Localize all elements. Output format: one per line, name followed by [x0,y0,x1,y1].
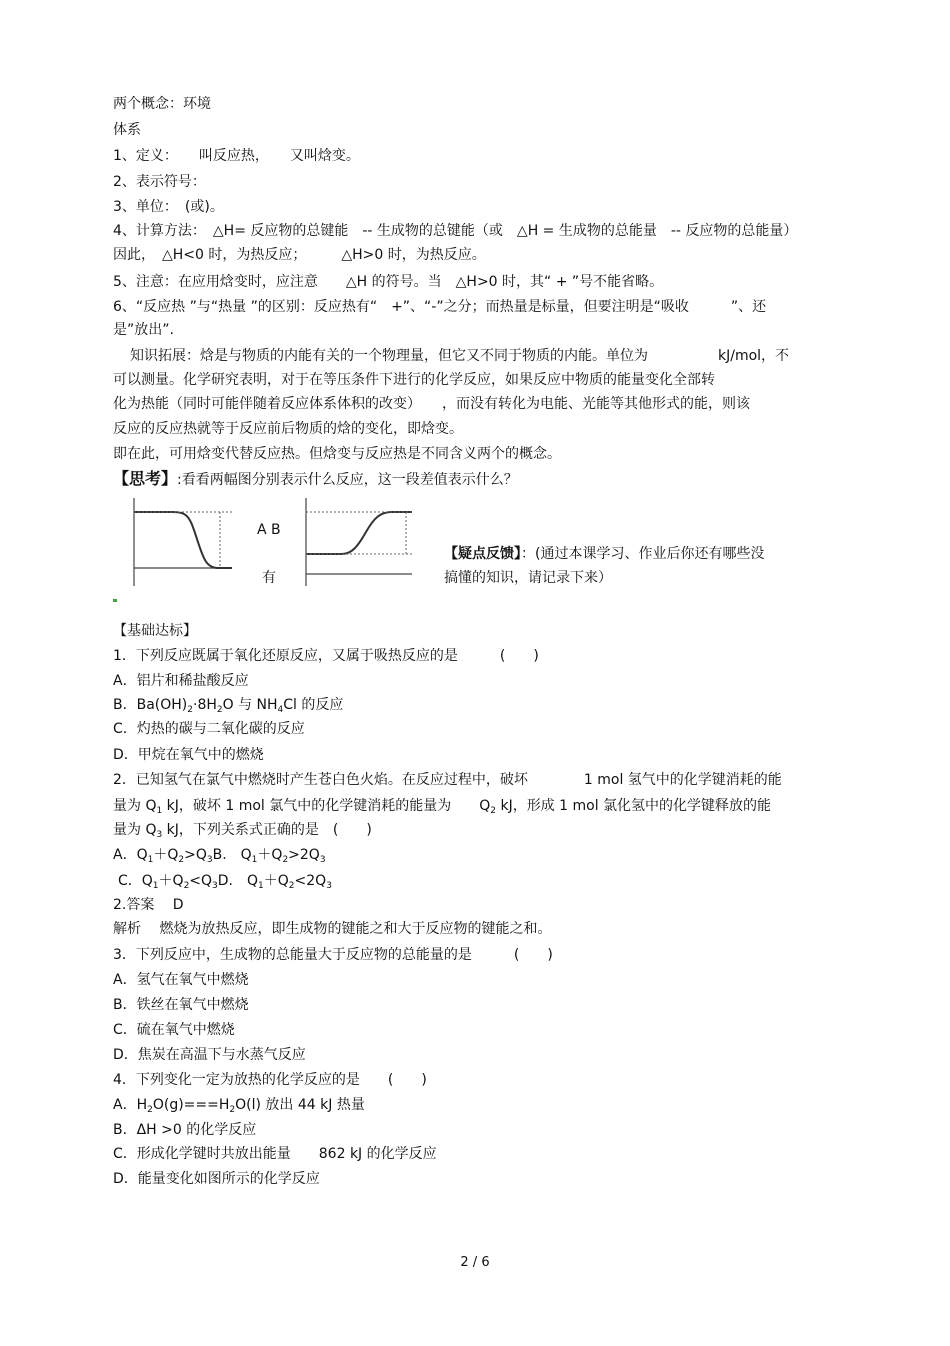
line-knowledge-4: 反应的反应热就等于反应前后物质的焓的变化，即焓变。 [113,421,463,437]
question-2-line-3: 量为 $Q_3$ kJ，下列关系式正确的是 ( ) [113,822,372,840]
line-difference: 6、“反应热 ”与“热量 ”的区别：反应热有“ +”、“-”之分；而热量是标量，但要注明是“吸收 ”、还 [113,299,767,315]
explanation-2: 解析 燃烧为放热反应，即生成物的键能之和大于反应物的键能之和。 [113,921,552,937]
question-3-option-d: D．焦炭在高温下与水蒸气反应 [113,1047,306,1063]
think-text: :看看两幅图分别表示什么反应，这一段差值表示什么？ [177,472,518,488]
line-difference-cont: 是”放出”. [113,322,174,338]
figure-label-ab: A B [257,522,281,538]
line-system: 体系 [113,122,141,138]
question-3-option-b: B．铁丝在氧气中燃烧 [113,997,249,1013]
question-4-option-a: A．$H_2O(g)===H_2O(l)$ 放出 44 kJ 热量 [113,1097,365,1115]
feedback-line-2: 搞懂的知识，请记录下来） [444,570,612,586]
question-3: 3．下列反应中，生成物的总能量大于反应物的总能量的是 ( ) [113,947,553,963]
question-1-option-a: A．铝片和稀盐酸反应 [113,673,249,689]
page-number: 2 / 6 [460,1255,490,1270]
line-knowledge-3: 化为热能（同时可能伴随着反应体系体积的改变） ，而没有转化为电能、光能等其他形式的能，则该 [113,396,750,412]
question-4-option-d: D．能量变化如图所示的化学反应 [113,1171,320,1187]
line-symbol: 2、表示符号： [113,174,206,190]
line-calc-method: 4、计算方法： △H= 反应物的总键能 -- 生成物的总键能（或 △H = 生成物的总能量 -- 反应物的总能量） [113,223,798,239]
line-note: 5、注意：在应用焓变时，应注意 △H 的符号。当 △H>0 时，其“ + ”号不能省略。 [113,274,664,290]
question-4: 4．下列变化一定为放热的化学反应的是 ( ) [113,1072,427,1088]
question-1: 1．下列反应既属于氧化还原反应，又属于吸热反应的是 ( ) [113,648,539,664]
line-definition: 1、定义： 叫反应热， 又叫焓变。 [113,148,360,164]
question-2-options-cd: C．$Q_1+Q_2<Q_3D$. $Q_1+Q_2<2Q_3$ [118,873,332,891]
question-1-option-d: D．甲烷在氧气中的燃烧 [113,747,264,763]
green-marker [113,599,117,602]
question-2-line-2: 量为 $Q_1$ kJ，破坏 1 mol 氯气中的化学键消耗的能量为 $Q_2$ kJ，形成 1 mol 氯化氢中的化学键释放的能 [113,798,772,816]
think-line [113,470,518,489]
line-therefore: 因此， △H<0 时，为热反应； △H>0 时，为热反应。 [113,247,486,263]
feedback-line-1 [444,545,764,563]
question-3-option-a: A．氢气在氧气中燃烧 [113,972,249,988]
line-unit: 3、单位： (或)。 [113,199,224,215]
question-4-option-b: B．ΔH >0 的化学反应 [113,1122,257,1138]
question-1-option-b: B．$Ba(OH)_2\cdot 8H_2O$ 与 $NH_4Cl$ 的反应 [113,697,344,715]
energy-diagram-b [300,496,418,588]
line-knowledge-1: 知识拓展：焓是与物质的内能有关的一个物理量，但它又不同于物质的内能。单位为 kJ/mol，不 [130,348,790,364]
question-1-option-c: C．灼热的碳与二氧化碳的反应 [113,721,305,737]
line-knowledge-5: 即在此，可用焓变代替反应热。但焓变与反应热是不同含义两个的概念。 [113,446,561,462]
think-bracket: 【思考】 [113,469,178,488]
energy-diagram-a [128,496,240,588]
line-two-concepts: 两个概念：环境 [113,96,211,112]
basic-heading: 【基础达标】 [113,623,197,639]
feedback-text-1: ：(通过本课学习、作业后你还有哪些没 [521,546,765,562]
feedback-bracket: 【疑点反馈】 [444,546,521,562]
question-2-options-ab: A．$Q_1+Q_2>Q_3B$. $Q_1+Q_2>2Q_3$ [113,847,326,865]
answer-2: 2.答案 D [113,897,184,913]
question-3-option-c: C．硫在氧气中燃烧 [113,1022,235,1038]
question-2-line-1: 2．已知氢气在氯气中燃烧时产生苍白色火焰。在反应过程中，破坏 1 mol 氢气中的化学键消耗的能 [113,772,782,788]
figure-label-you: 有 [262,570,276,586]
question-4-option-c: C．形成化学键时共放出能量 862 kJ 的化学反应 [113,1146,437,1162]
line-knowledge-2: 可以测量。化学研究表明，对于在等压条件下进行的化学反应，如果反应中物质的能量变化全部转 [113,372,715,388]
